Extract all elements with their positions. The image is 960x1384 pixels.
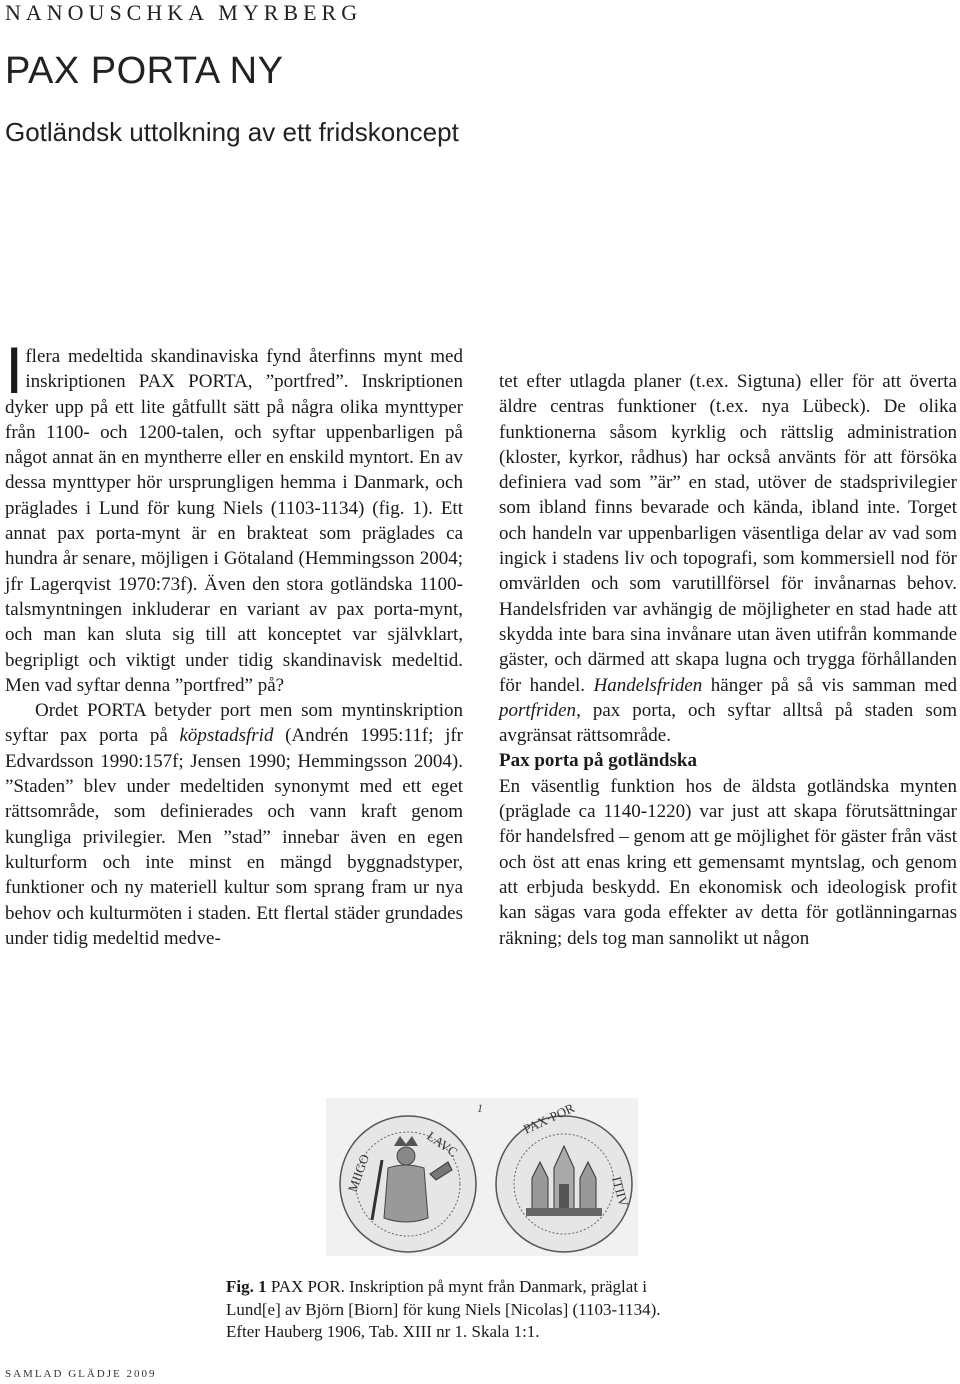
- page-footer: SAMLAD GLÄDJE 2009: [5, 1368, 157, 1380]
- paragraph-2-text-b: (Andrén 1995:11f; jfr Edvardsson 1990:157f; Jensen 1990; Hemmingsson 2004). ”Staden” blev under medeltiden synonymt med ett eget rättsområde, som definierades och vann kraft genom kungliga privilegier. Men ”stad” innebar även en egen kulturform och inte minst en mängd byggnadstyper, funktioner och ny materiell kultur som sprang fram ur nya behov och kulturmöten i staden. Ett flertal städer grundades under tidig medeltid medve-: [5, 725, 463, 949]
- coin-illustration: [326, 1098, 638, 1256]
- figure-number: 1: [477, 1101, 483, 1115]
- paragraph-3-text-a: tet efter utlagda planer (t.ex. Sigtuna) eller för att överta äldre centras funktioner (t.ex. nya Lübeck). De olika funktionerna såsom kyrklig och rättslig administration (kloster, kyrkor, rådhus) har också använts för att försöka definiera vad som ”är” en stad, utöver de stadsprivilegier som ibland finns bevarade och kända, ibland inte. Torget och handeln var uppenbarligen väsentliga delar av vad som ingick i stadens liv och topografi, som kommersiell nod för omvärlden och som varutillförsel för invånarnas behov. Handelsfriden var avhängig de möjligheter en stad hade att skydda inte bara sina invånare utan även utifrån kommande gäster, och därmed att skapa lugna och trygga förhållanden för handel.: [499, 371, 957, 696]
- coin-figure: [326, 1098, 638, 1256]
- paragraph-3: [499, 369, 957, 748]
- section-heading: Pax porta på gotländska: [499, 750, 697, 772]
- svg-text:MIIGO: MIIGO: [344, 1152, 373, 1195]
- paragraph-3-text-b: hänger på så vis samman med: [702, 674, 957, 696]
- caption-line-3: Efter Hauberg 1906, Tab. XIII nr 1. Skala 1:1.: [226, 1322, 540, 1342]
- caption-line-2: Lund[e] av Björn [Biorn] för kung Niels [Nicolas] (1103-1134).: [226, 1299, 661, 1319]
- paragraph-2-emphasis: köpstadsfrid: [179, 725, 274, 747]
- caption-label: Fig. 1: [226, 1277, 267, 1296]
- paragraph-3-emphasis-1: Handelsfriden: [593, 674, 703, 696]
- caption-line-1: [226, 1276, 766, 1299]
- article-title: PAX PORTA NY: [5, 50, 284, 92]
- caption-line-1-text: PAX POR. Inskription på mynt från Danmark, präglat i: [266, 1277, 648, 1296]
- drop-cap: I: [5, 333, 24, 407]
- paragraph-4: En väsentlig funktion hos de äldsta gotländska mynten (präglade ca 1140-1220) var just att skapa förutsättningar för handelsfred – genom att ge möjlighet för gäster från väst och öst att enas kring ett gemensamt myntslag, och genom att erbjuda beskydd. En ekonomisk och ideologisk profit kan sägas vara goda effekter av detta för gotlänningarnas räkning; dels tog man sannolikt ut någon: [499, 775, 957, 949]
- article-subtitle: Gotländsk uttolkning av ett fridskoncept: [5, 117, 459, 147]
- figure-caption: [226, 1276, 766, 1344]
- paragraph-2: [5, 698, 463, 951]
- right-column: [499, 369, 957, 951]
- paragraph-2-text-a: Ordet PORTA betyder port men som myntinskription syftar pax porta på: [5, 700, 463, 747]
- author-name: NANOUSCHKA MYRBERG: [5, 0, 363, 25]
- svg-text:LAVC: LAVC: [424, 1128, 461, 1160]
- svg-text:ITIIV: ITIIV: [609, 1174, 632, 1209]
- paragraph-3-emphasis-2: portfriden: [499, 699, 577, 721]
- svg-text:PAX·POR: PAX·POR: [520, 1100, 577, 1137]
- paragraph-1-text: flera medeltida skandinaviska fynd återfinns mynt med inskriptionen PAX PORTA, ”portfred”. Inskriptionen dyker upp på ett lite gåtfullt sätt på några olika mynttyper från 1100- och 1200-talen, och syftar uppenbarligen på något annat än en myntherre eller en enskild myntort. En av dessa mynttyper hör ursprungligen hemma i Danmark, och präglades i Lund för kung Niels (1103-1134) (fig. 1). Ett annat pax porta-mynt är en brakteat som präglades ca hundra år senare, möjligen i Götaland (Hemmingsson 2004; jfr Lagerqvist 1970:73f). Även den stora gotländska 1100-talsmyntningen inkluderar en variant av pax porta-mynt, och man kan sluta sig till att konceptet var självklart, begripligt och viktigt under tidig skandinavisk medeltid. Men vad syftar denna ”portfred” på?: [5, 346, 463, 696]
- coin-obverse: [340, 1116, 476, 1252]
- paragraph-1: [5, 333, 463, 698]
- paragraph-3-text-c: , pax porta, och syftar alltså på staden som avgränsat rättsområde.: [499, 699, 957, 747]
- left-column: [5, 333, 463, 951]
